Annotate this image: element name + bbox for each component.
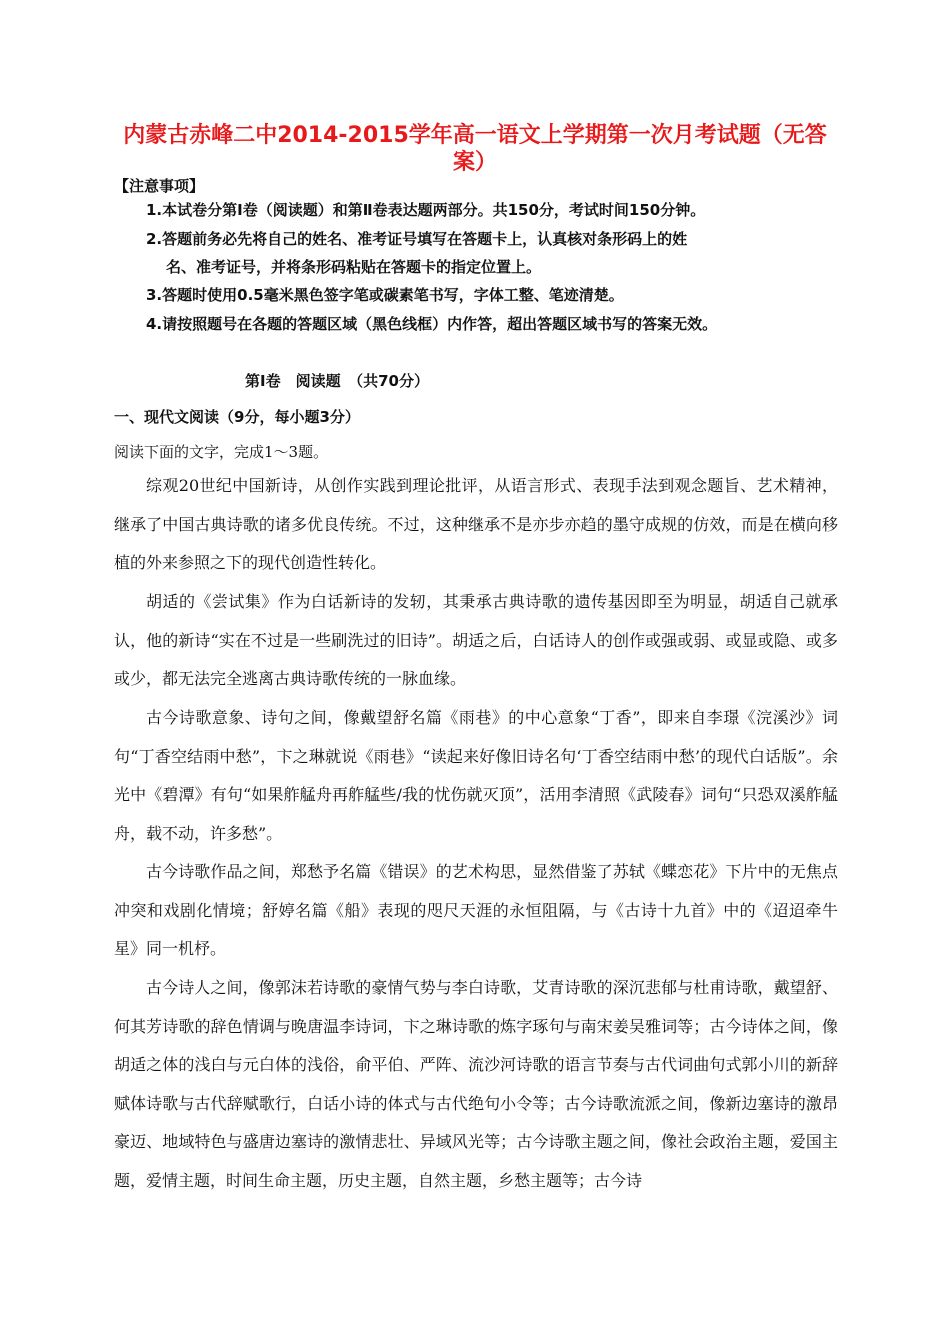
page-title: 内蒙古赤峰二中2014-2015学年高一语文上学期第一次月考试题（无答案） [123,123,827,175]
notice-item: 3.答题时使用0.5毫米黑色签字笔或碳素笔书写，字体工整、笔迹清楚。 [146,286,624,304]
body-paragraph: 胡适的《尝试集》作为白话新诗的发轫，其秉承古典诗歌的遗传基因即至为明显，胡适自己就承认，他的新诗“实在不过是一些刷洗过的旧诗”。胡适之后，白话诗人的创作或强或弱、或显或隐、或多或少，都无法完全逃离古典诗歌传统的一脉血缘。 [114,592,838,688]
body-paragraph: 古今诗歌作品之间，郑愁予名篇《错误》的艺术构思，显然借鉴了苏轼《蝶恋花》下片中的无焦点冲突和戏剧化情境；舒婷名篇《船》表现的咫尺天涯的永恒阻隔，与《古诗十九首》中的《迢迢牵牛星》同一机杼。 [114,862,838,958]
notice-item: 1.本试卷分第Ⅰ卷（阅读题）和第Ⅱ卷表达题两部分。共150分，考试时间150分钟。 [146,201,706,219]
body-paragraph: 综观20世纪中国新诗，从创作实践到理论批评，从语言形式、表现手法到观念题旨、艺术精神，继承了中国古典诗歌的诸多优良传统。不过，这种继承不是亦步亦趋的墨守成规的仿效，而是在横向移植的外来参照之下的现代创造性转化。 [114,476,838,572]
body-paragraph: 古今诗人之间，像郭沫若诗歌的豪情气势与李白诗歌，艾青诗歌的深沉悲郁与杜甫诗歌，戴望舒、何其芳诗歌的辞色情调与晚唐温李诗词，卞之琳诗歌的炼字琢句与南宋姜吴雅词等；古今诗体之间，像胡适之体的浅白与元白体的浅俗，俞平伯、严阵、流沙河诗歌的语言节奏与古代词曲句式郭小川的新辞赋体诗歌与古代辞赋歌行，白话小诗的体式与古代绝句小令等；古今诗歌流派之间，像新边塞诗的激昂豪迈、地域特色与盛唐边塞诗的激情悲壮、异域风光等；古今诗歌主题之间，像社会政治主题，爱国主题，爱情主题，时间生命主题，历史主题，自然主题，乡愁主题等；古今诗 [114,978,838,1190]
notice-item: 4.请按照题号在各题的答题区域（黑色线框）内作答，超出答题区域书写的答案无效。 [146,315,718,333]
notice-item: 2.答题前务必先将自己的姓名、准考证号填写在答题卡上，认真核对条形码上的姓 [146,230,688,248]
notice-heading: 【注意事项】 [114,177,205,195]
reading-instruction: 阅读下面的文字，完成1～3题。 [114,443,329,461]
part-title: 第Ⅰ卷 阅读题 （共70分） [245,372,429,390]
notice-item-continuation: 名、准考证号，并将条形码粘贴在答题卡的指定位置上。 [166,258,542,276]
body-paragraph: 古今诗歌意象、诗句之间，像戴望舒名篇《雨巷》的中心意象“丁香”，即来自李璟《浣溪沙》词句“丁香空结雨中愁”，卞之琳就说《雨巷》“读起来好像旧诗名句‘丁香空结雨中愁’的现代白话版”。余光中《碧潭》有句“如果舴艋舟再舴艋些/我的忧伤就灭顶”，活用李清照《武陵春》词句“只恐双溪舴艋舟，载不动，许多愁”。 [114,708,838,843]
section-title: 一、现代文阅读（9分，每小题3分） [114,408,360,426]
